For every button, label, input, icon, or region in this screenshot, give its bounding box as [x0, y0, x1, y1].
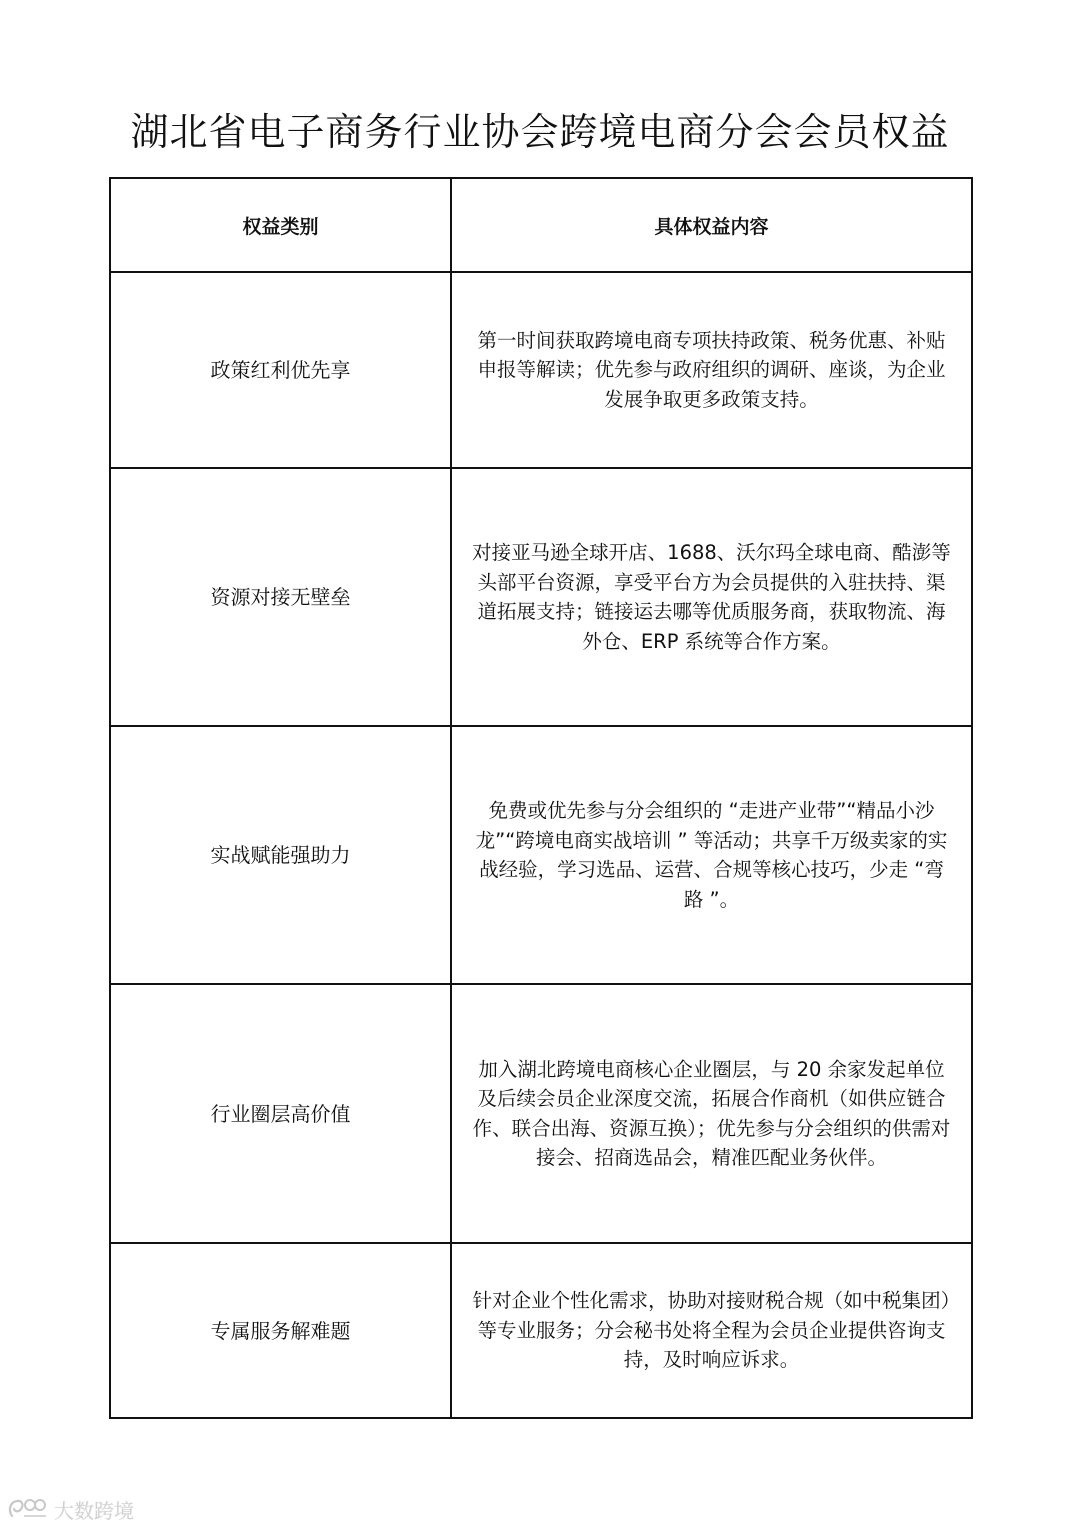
header-content: 具体权益内容 [451, 178, 972, 272]
content-text: 免费或优先参与分会组织的 “走进产业带”“精品小沙龙”“跨境电商实战培训 ” 等活动；共享千万级卖家的实战经验，学习选品、运营、合规等核心技巧，少走 “弯路 ”。 [475, 799, 948, 911]
table-row [110, 1243, 972, 1418]
content-text: 第一时间获取跨境电商专项扶持政策、税务优惠、补贴申报等解读；优先参与政府组织的调研、座谈，为企业发展争取更多政策支持。 [477, 328, 946, 411]
category-cell: 实战赋能强助力 [110, 726, 451, 984]
category-cell: 资源对接无壁垒 [110, 468, 451, 726]
category-cell: 专属服务解难题 [110, 1243, 451, 1418]
table-row [110, 726, 972, 984]
brand-logo-icon [6, 1496, 48, 1522]
content-cell [451, 1243, 972, 1418]
table-header-row [110, 178, 972, 272]
table-row [110, 468, 972, 726]
table-row [110, 984, 972, 1243]
content-text: 对接亚马逊全球开店、1688、沃尔玛全球电商、酷澎等头部平台资源，享受平台方为会员提供的入驻扶持、渠道拓展支持；链接运去哪等优质服务商，获取物流、海外仓、ERP 系统等合作方案。 [472, 541, 951, 653]
watermark [6, 1492, 134, 1526]
content-cell [451, 468, 972, 726]
content-cell [451, 984, 972, 1243]
header-category: 权益类别 [110, 178, 451, 272]
content-cell [451, 726, 972, 984]
category-cell: 行业圈层高价值 [110, 984, 451, 1243]
watermark-text: 大数跨境 [54, 1498, 134, 1523]
page-title: 湖北省电子商务行业协会跨境电商分会会员权益 [130, 110, 950, 154]
content-text: 针对企业个性化需求，协助对接财税合规（如中税集团）等专业服务；分会秘书处将全程为会员企业提供咨询支持，及时响应诉求。 [472, 1289, 951, 1372]
table-row [110, 272, 972, 468]
category-cell: 政策红利优先享 [110, 272, 451, 468]
benefits-table [109, 177, 973, 1419]
content-cell [451, 272, 972, 468]
content-text: 加入湖北跨境电商核心企业圈层，与 20 余家发起单位及后续会员企业深度交流，拓展合作商机（如供应链合作、联合出海、资源互换）；优先参与分会组织的供需对接会、招商选品会，精准匹配业务伙伴。 [472, 1057, 951, 1169]
